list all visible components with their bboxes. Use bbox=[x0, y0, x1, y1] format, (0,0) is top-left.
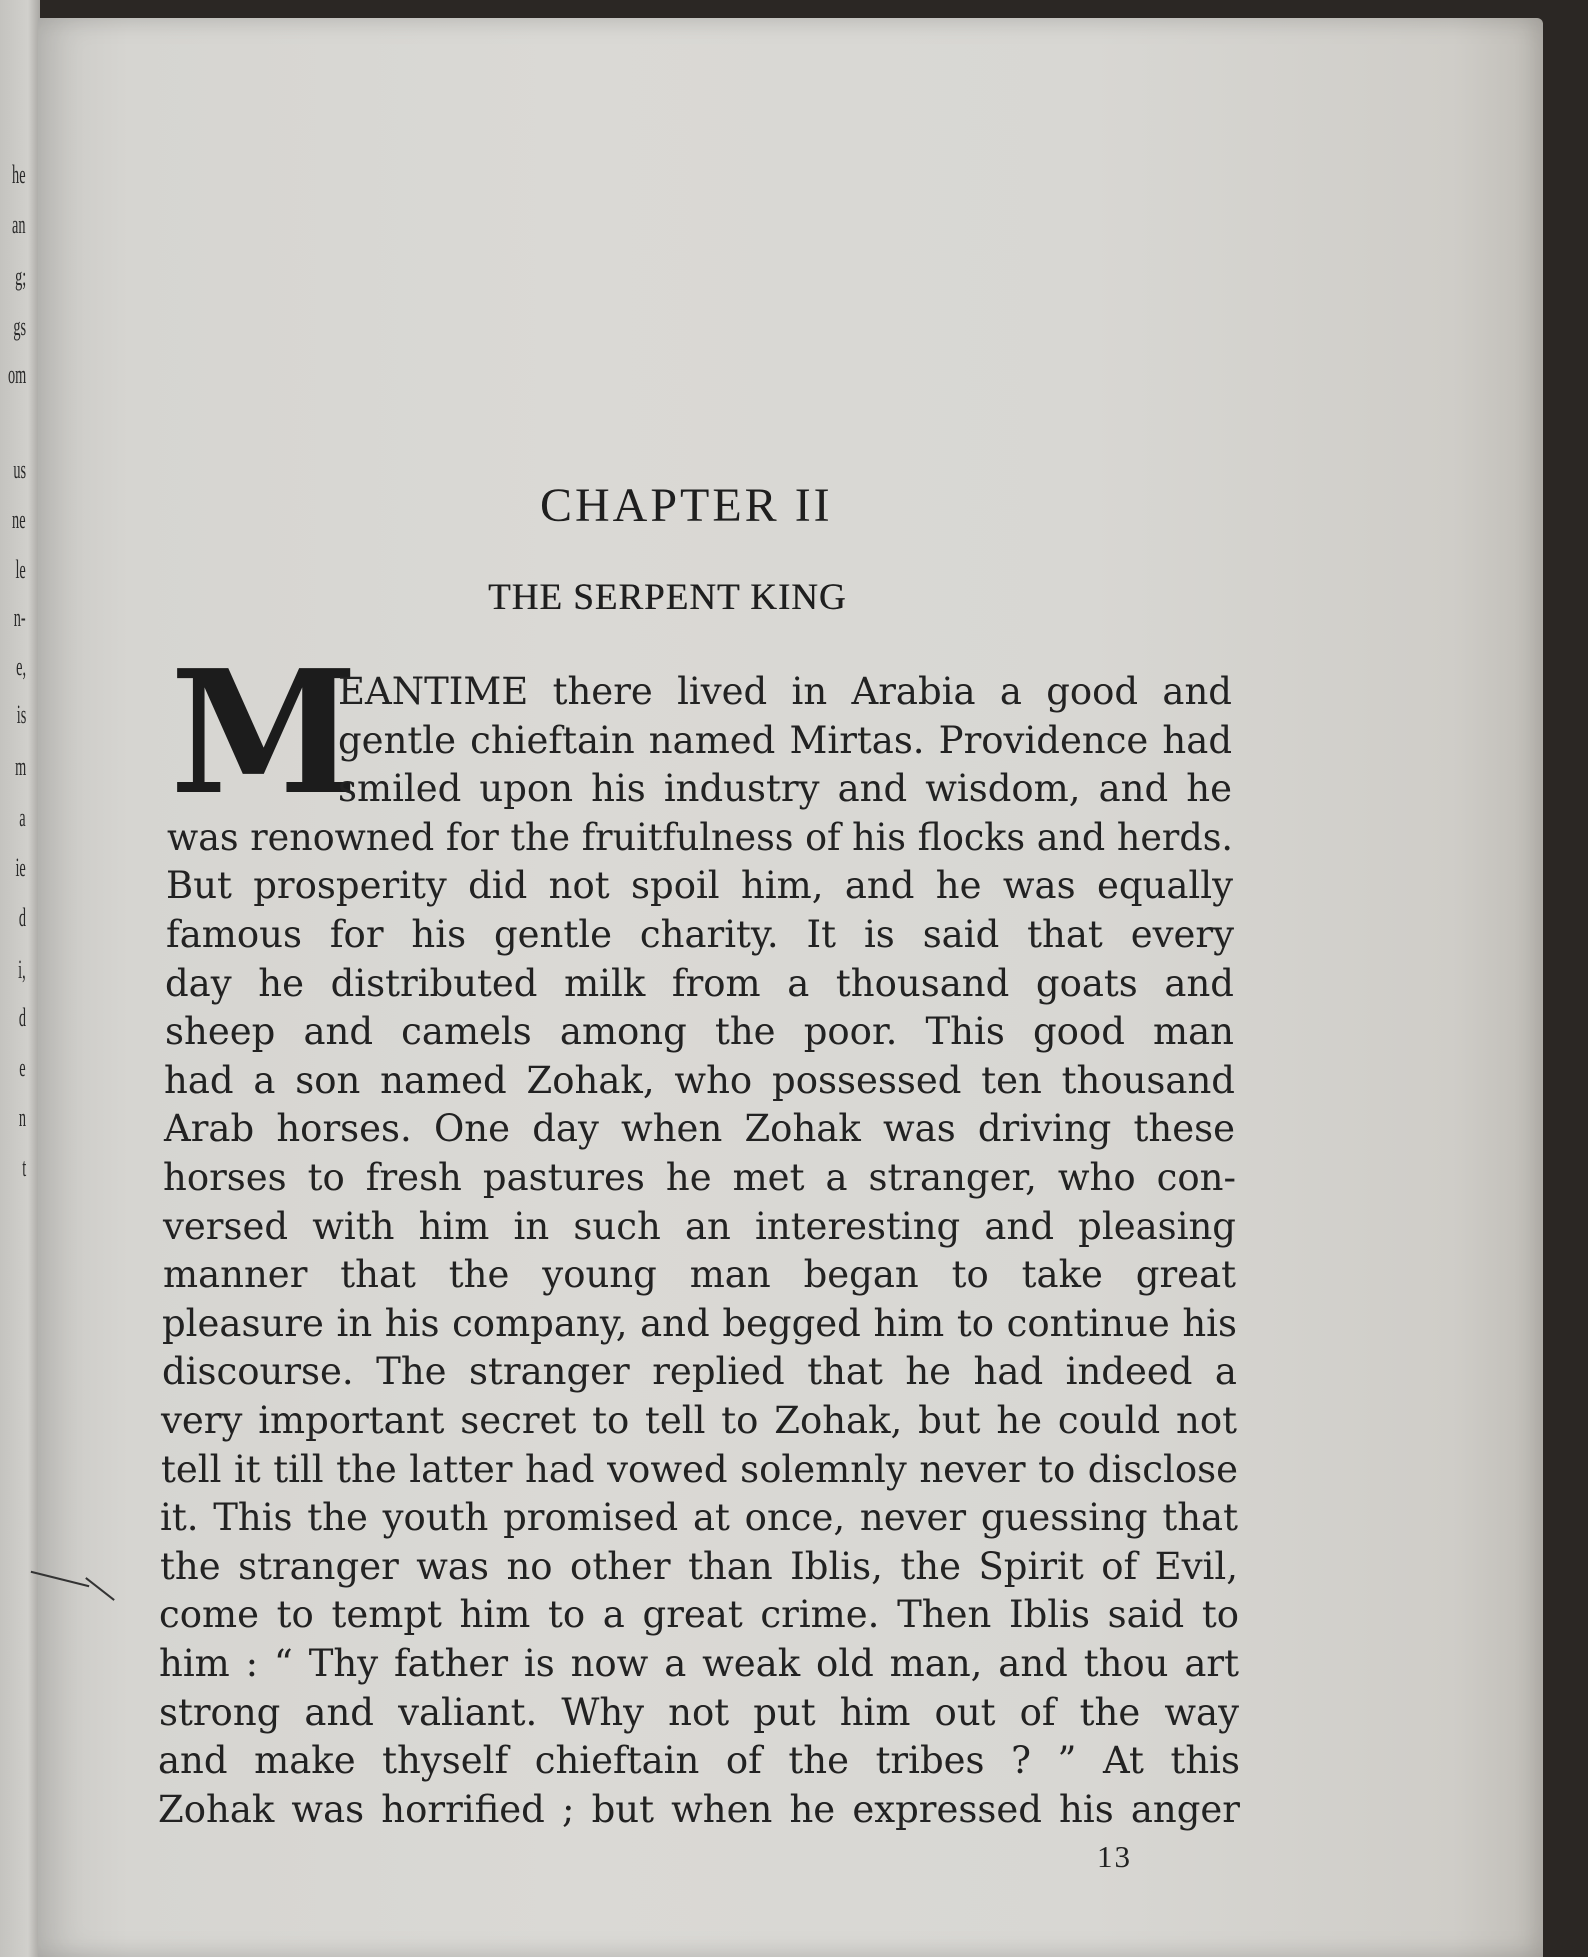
text-line: versed with him in such an interesting and pleasing bbox=[163, 1205, 1236, 1248]
text-line: come to tempt him to a great crime. Then Iblis said to bbox=[159, 1593, 1239, 1636]
text-line: it. This the youth promised at once, never guessing that bbox=[160, 1496, 1238, 1539]
text-line: discourse. The stranger replied that he had indeed a bbox=[162, 1350, 1237, 1393]
text-line: gentle chieftain named Mirtas. Providence had bbox=[338, 719, 1232, 762]
drop-cap: M bbox=[170, 633, 359, 833]
text-line: EANTIME there lived in Arabia a good and bbox=[338, 670, 1232, 713]
chapter-title: CHAPTER II bbox=[540, 479, 833, 532]
text-line: him : “ Thy father is now a weak old man, and thou art bbox=[159, 1642, 1239, 1685]
previous-page-fragment: om bbox=[7, 360, 26, 389]
previous-page-fragment: m bbox=[14, 752, 26, 781]
text-line: the stranger was no other than Iblis, the Spirit of Evil, bbox=[160, 1545, 1238, 1588]
text-line: horses to fresh pastures he met a stranger, who con- bbox=[163, 1156, 1236, 1199]
previous-page-fragment: an bbox=[12, 210, 26, 239]
previous-page-fragment: g; bbox=[14, 262, 26, 291]
text-line: pleasure in his company, and begged him to continue his bbox=[162, 1302, 1237, 1345]
previous-page-fragment: e bbox=[19, 1053, 26, 1082]
previous-page-edge bbox=[0, 0, 40, 1957]
chapter-subtitle: THE SERPENT KING bbox=[488, 577, 847, 618]
previous-page-fragment: a bbox=[19, 803, 26, 832]
page-number: 13 bbox=[1097, 1839, 1132, 1874]
text-line: strong and valiant. Why not put him out of the way bbox=[159, 1691, 1239, 1734]
text-line: had a son named Zohak, who possessed ten thousand bbox=[164, 1059, 1235, 1102]
previous-page-fragment: us bbox=[13, 455, 26, 484]
previous-page-fragment: gs bbox=[13, 312, 26, 341]
previous-page-fragment: i, bbox=[18, 955, 26, 984]
text-line: famous for his gentle charity. It is said that every bbox=[166, 913, 1234, 956]
previous-page-fragment: e, bbox=[16, 652, 26, 681]
previous-page-fragment: n- bbox=[14, 603, 26, 632]
text-line: and make thyself chieftain of the tribes ? ” At this bbox=[158, 1739, 1240, 1782]
previous-page-fragment: d bbox=[18, 903, 26, 932]
text-line: Arab horses. One day when Zohak was driving these bbox=[164, 1107, 1235, 1150]
previous-page-fragment: ie bbox=[15, 853, 26, 882]
previous-page-fragment: t bbox=[22, 1153, 26, 1182]
text-line: Zohak was horrified ; but when he expressed his anger bbox=[158, 1788, 1240, 1831]
text-line: But prosperity did not spoil him, and he was equally bbox=[166, 864, 1233, 907]
text-line: manner that the young man began to take great bbox=[163, 1253, 1236, 1296]
previous-page-fragment: d bbox=[18, 1003, 26, 1032]
text-line: day he distributed milk from a thousand goats and bbox=[165, 962, 1234, 1005]
text-line: smiled upon his industry and wisdom, and he bbox=[338, 767, 1232, 810]
text-line: very important secret to tell to Zohak, but he could not bbox=[161, 1399, 1237, 1442]
previous-page-fragment: ne bbox=[12, 505, 26, 534]
previous-page-fragment: n bbox=[18, 1103, 26, 1132]
text-line: tell it till the latter had vowed solemnly never to disclose bbox=[161, 1448, 1238, 1491]
text-line: sheep and camels among the poor. This good man bbox=[165, 1010, 1234, 1053]
text-line: was renowned for the fruitfulness of his flocks and herds. bbox=[167, 816, 1233, 859]
previous-page-fragment: is bbox=[16, 700, 26, 729]
previous-page-fragment: he bbox=[12, 160, 26, 189]
previous-page-fragment: le bbox=[15, 555, 26, 584]
